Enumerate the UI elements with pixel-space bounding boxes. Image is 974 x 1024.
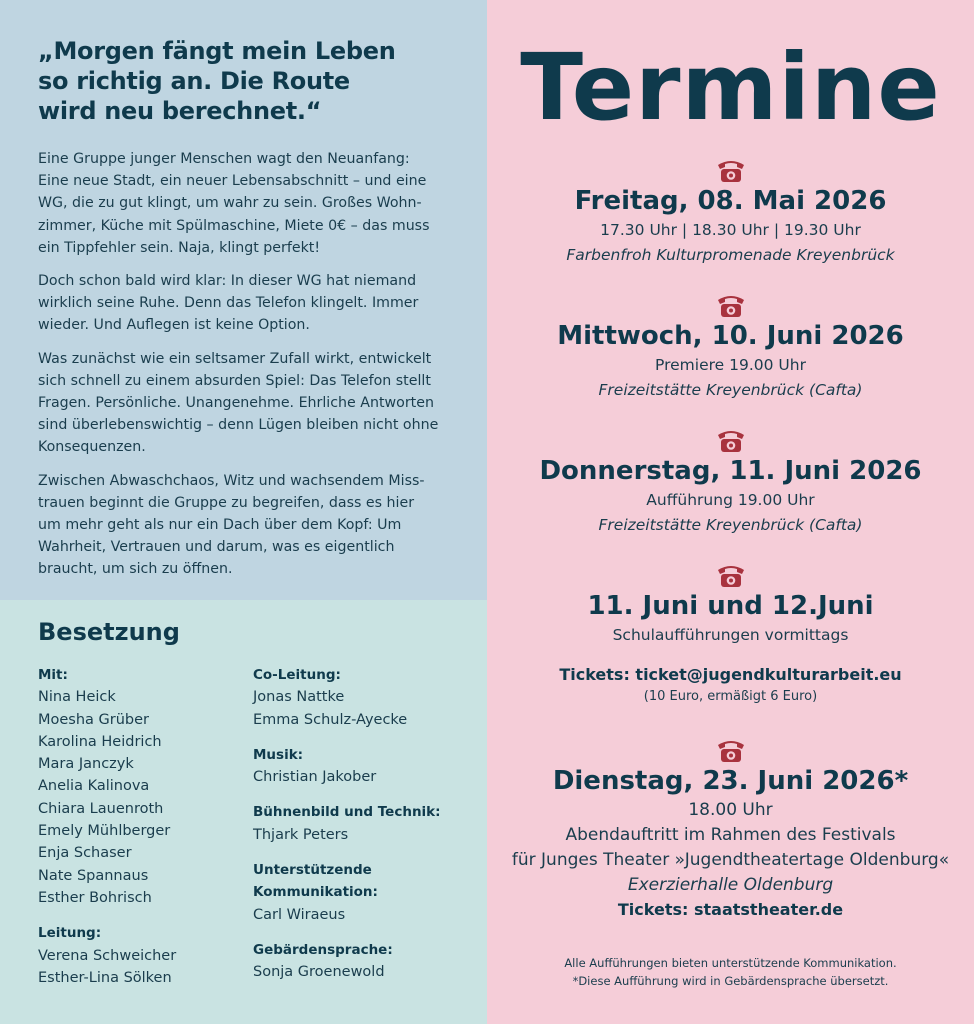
event-venue: Exerzierhalle Oldenburg	[627, 875, 834, 895]
event-time: 18.00 Uhr	[688, 800, 773, 820]
text-line: wieder. Und Auflegen ist keine Option.	[38, 317, 310, 334]
footnote	[487, 954, 974, 990]
quote-line: wird neu berechnet.“	[38, 97, 322, 125]
cast-name: Emely Mühlberger	[38, 823, 171, 840]
cast-name: Esther Bohrisch	[38, 889, 152, 906]
telephone-icon	[715, 291, 747, 319]
event-date: Freitag, 08. Mai 2026	[574, 186, 887, 216]
event-3	[487, 426, 974, 538]
spacer	[253, 926, 478, 939]
cast-name: Christian Jakober	[253, 769, 377, 786]
text-line: Doch schon bald wird klar: In dieser WG hat niemand	[38, 273, 417, 290]
tickets-link: Tickets: staatstheater.de	[617, 900, 844, 919]
text-line: Wahrheit, Vertrauen und darum, was es eigentlich	[38, 539, 395, 556]
cast-name: Carl Wiraeus	[253, 906, 346, 923]
cast-heading-buehne: Bühnenbild und Technik:	[253, 804, 441, 821]
event-venue: Freizeitstätte Kreyenbrück (Cafta)	[598, 516, 863, 534]
cast-name: Nina Heick	[38, 689, 116, 706]
text-line: Eine neue Stadt, ein neuer Lebensabschnitt – und eine	[38, 173, 427, 190]
text-line: Konsequenzen.	[38, 439, 146, 456]
cast-heading-kommunikation: Kommunikation:	[253, 884, 378, 901]
quote-line: so richtig an. Die Route	[38, 67, 350, 95]
cast-name: Sonja Groenewold	[253, 964, 385, 981]
termine-title: Termine	[520, 34, 941, 141]
spacer	[253, 846, 478, 859]
paragraph	[38, 348, 448, 459]
cast-heading-coleitung: Co-Leitung:	[253, 667, 341, 683]
cast-title: Besetzung	[38, 618, 180, 646]
event-times: Schulaufführungen vormittags	[612, 626, 849, 644]
cast-name: Chiara Lauenroth	[38, 800, 164, 817]
cast-column-right	[253, 664, 478, 984]
text-line: WG, die zu gut klingt, um wahr zu sein. Großes Wohn-	[38, 195, 422, 212]
text-line: wirklich seine Ruhe. Denn das Telefon klingelt. Immer	[38, 295, 419, 312]
telephone-icon	[715, 426, 747, 454]
event-description: Abendauftritt im Rahmen des Festivals	[565, 825, 896, 845]
cast-heading-leitung: Leitung:	[38, 925, 102, 942]
ticket-price: (10 Euro, ermäßigt 6 Euro)	[643, 689, 818, 704]
cast-name: Moesha Grüber	[38, 711, 150, 728]
event-1	[487, 156, 974, 268]
spacer	[253, 788, 478, 801]
text-line: sind überlebenswichtig – denn Lügen bleiben nicht ohne	[38, 417, 439, 434]
cast-column-left	[38, 664, 238, 989]
event-date: Mittwoch, 10. Juni 2026	[557, 321, 904, 351]
cast-heading-mit: Mit:	[38, 667, 68, 683]
quote-line: „Morgen fängt mein Leben	[38, 37, 396, 65]
cast-name: Emma Schulz-Ayecke	[253, 711, 408, 728]
cast-heading-gebaerden: Gebärdensprache:	[253, 941, 393, 958]
telephone-icon	[715, 156, 747, 184]
description-text	[38, 148, 448, 592]
event-description: für Junges Theater »Jugendtheatertage Oldenburg«	[511, 850, 950, 870]
cast-name: Jonas Nattke	[253, 689, 345, 706]
footnote-line: Alle Aufführungen bieten unterstützende Kommunikation.	[564, 956, 897, 970]
event-times: Aufführung 19.00 Uhr	[646, 491, 815, 509]
cast-name: Nate Spannaus	[38, 867, 149, 884]
event-2	[487, 291, 974, 403]
tickets-email: Tickets: ticket@jugendkulturarbeit.eu	[559, 665, 902, 684]
cast-name: Anelia Kalinova	[38, 778, 150, 795]
event-date: 11. Juni und 12.Juni	[587, 591, 874, 621]
text-line: ein Tippfehler sein. Naja, klingt perfekt!	[38, 239, 321, 256]
telephone-icon	[715, 561, 747, 589]
cast-name: Verena Schweicher	[38, 947, 177, 964]
text-line: sich schnell zu einem absurden Spiel: Das Telefon stellt	[38, 372, 431, 389]
cast-heading-kommunikation: Unterstützende	[253, 862, 372, 879]
footnote-line: *Diese Aufführung wird in Gebärdensprache übersetzt.	[572, 974, 889, 988]
event-5	[487, 736, 974, 922]
text-line: braucht, um sich zu öffnen.	[38, 561, 233, 578]
event-venue: Freizeitstätte Kreyenbrück (Cafta)	[598, 381, 863, 399]
text-line: Eine Gruppe junger Menschen wagt den Neuanfang:	[38, 151, 410, 167]
cast-name: Esther-Lina Sölken	[38, 969, 172, 986]
spacer	[38, 909, 238, 922]
spacer	[487, 647, 974, 663]
event-date: Dienstag, 23. Juni 2026*	[552, 766, 909, 796]
telephone-icon	[715, 736, 747, 764]
text-line: um mehr geht als nur ein Dach über dem Kopf: Um	[38, 517, 402, 534]
cast-name: Enja Schaser	[38, 845, 132, 862]
headline-quote	[38, 36, 458, 126]
spacer	[253, 731, 478, 744]
cast-name: Karolina Heidrich	[38, 733, 162, 750]
event-venue: Farbenfroh Kulturpromenade Kreyenbrück	[566, 246, 895, 264]
text-line: trauen beginnt die Gruppe zu begreifen, dass es hier	[38, 494, 415, 511]
cast-name: Mara Janczyk	[38, 756, 134, 773]
text-line: Fragen. Persönliche. Unangenehme. Ehrliche Antworten	[38, 395, 434, 412]
text-line: Was zunächst wie ein seltsamer Zufall wirkt, entwickelt	[38, 350, 432, 367]
event-times: 17.30 Uhr | 18.30 Uhr | 19.30 Uhr	[600, 221, 861, 239]
text-line: Zwischen Abwaschchaos, Witz und wachsendem Miss-	[38, 472, 425, 489]
text-line: zimmer, Küche mit Spülmaschine, Miete 0€ – das muss	[38, 217, 430, 234]
event-4	[487, 561, 974, 707]
event-date: Donnerstag, 11. Juni 2026	[539, 456, 922, 486]
paragraph	[38, 148, 448, 259]
cast-name: Thjark Peters	[253, 826, 349, 843]
paragraph	[38, 470, 448, 581]
paragraph	[38, 270, 448, 337]
cast-heading-musik: Musik:	[253, 746, 304, 763]
event-times: Premiere 19.00 Uhr	[655, 356, 806, 374]
